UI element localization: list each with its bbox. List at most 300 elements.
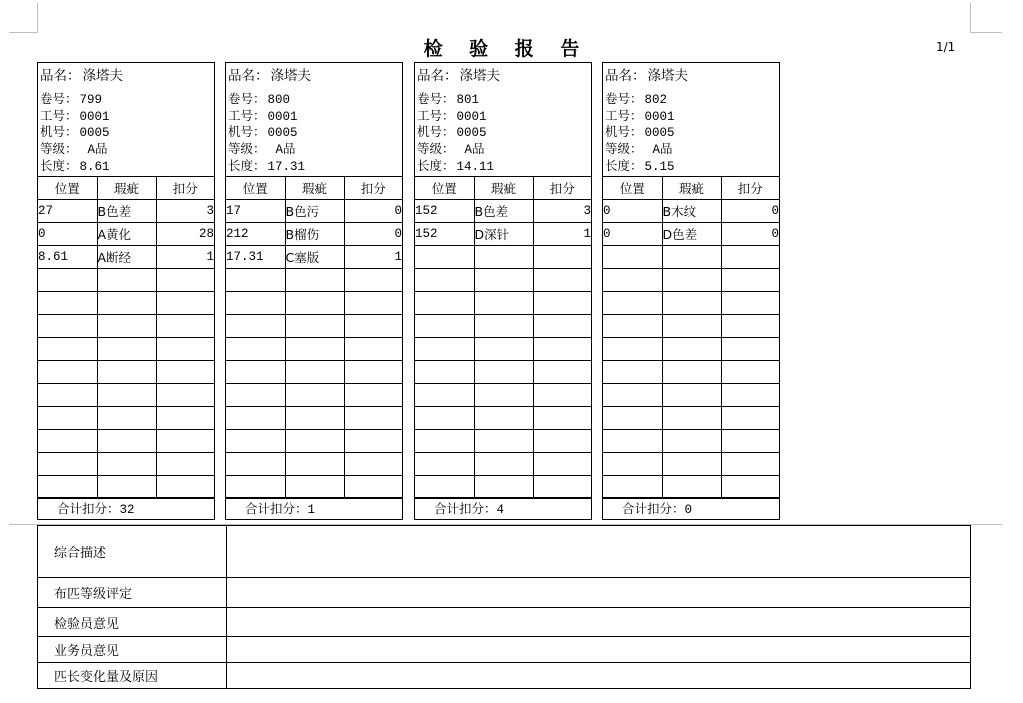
table-row <box>38 453 214 476</box>
points-cell <box>721 476 779 499</box>
summary-label: 业务员意见 <box>38 637 227 663</box>
product-name-label: 品名： <box>417 68 458 84</box>
points-cell <box>721 361 779 384</box>
length-label: 长度： <box>605 158 643 173</box>
worker-number-row <box>228 108 298 125</box>
points-cell <box>344 361 402 384</box>
total-deduction <box>226 497 402 519</box>
points-cell <box>156 453 214 476</box>
table-row <box>38 384 214 407</box>
roll-number-value: 799 <box>79 93 103 107</box>
worker-number-row <box>40 108 110 125</box>
position-cell <box>226 292 285 315</box>
worker-number-value: 0001 <box>79 110 110 124</box>
table-row <box>226 315 402 338</box>
product-name-label: 品名： <box>228 68 269 84</box>
product-name-row <box>417 68 500 84</box>
flaw-cell <box>97 292 156 315</box>
position-cell <box>38 476 97 499</box>
flaw-cell <box>285 476 344 499</box>
product-name-label: 品名： <box>605 68 646 84</box>
table-row <box>415 384 591 407</box>
flaw-cell <box>97 315 156 338</box>
worker-number-row <box>605 108 675 125</box>
summary-value <box>227 663 971 689</box>
grade-label: 等级： <box>40 141 78 156</box>
flaw-cell <box>474 292 533 315</box>
flaw-cell <box>662 338 721 361</box>
position-cell <box>38 338 97 361</box>
position-cell: 212 <box>226 223 285 246</box>
position-cell <box>226 384 285 407</box>
position-cell <box>226 338 285 361</box>
table-row <box>415 430 591 453</box>
points-cell <box>344 315 402 338</box>
flaw-cell <box>285 315 344 338</box>
table-row <box>226 292 402 315</box>
defect-header-row <box>38 177 214 200</box>
flaw-cell <box>97 384 156 407</box>
flaw-cell <box>474 315 533 338</box>
flaw-cell: D深针 <box>474 223 533 246</box>
flaw-cell <box>97 361 156 384</box>
length-value: 17.31 <box>267 160 306 174</box>
flaw-cell <box>662 246 721 269</box>
points-cell <box>721 246 779 269</box>
position-cell <box>38 315 97 338</box>
worker-number-label: 工号： <box>40 108 78 123</box>
table-row <box>226 338 402 361</box>
roll-number-label: 卷号： <box>605 91 643 106</box>
flaw-cell <box>662 476 721 499</box>
position-cell <box>415 430 474 453</box>
summary-label: 匹长变化量及原因 <box>38 663 227 689</box>
table-row <box>603 453 779 476</box>
grade-label: 等级： <box>228 141 266 156</box>
worker-number-label: 工号： <box>605 108 643 123</box>
total-label: 合计扣分： <box>245 501 308 516</box>
length-value: 5.15 <box>644 160 675 174</box>
col-flaw-header: 瑕疵 <box>97 177 156 200</box>
table-row <box>603 246 779 269</box>
position-cell <box>38 292 97 315</box>
position-cell <box>603 338 662 361</box>
points-cell: 1 <box>533 223 591 246</box>
table-row <box>38 269 214 292</box>
position-cell <box>603 315 662 338</box>
grade-label: 等级： <box>417 141 455 156</box>
length-label: 长度： <box>228 158 266 173</box>
crop-mark <box>9 32 38 33</box>
points-cell: 0 <box>721 223 779 246</box>
col-position-header: 位置 <box>226 177 285 200</box>
summary-value <box>227 526 971 578</box>
position-cell <box>415 407 474 430</box>
product-name-row <box>40 68 123 84</box>
position-cell <box>603 361 662 384</box>
flaw-cell: B色差 <box>474 200 533 223</box>
total-deduction <box>603 497 779 519</box>
table-row <box>603 476 779 499</box>
flaw-cell <box>474 476 533 499</box>
flaw-cell <box>662 361 721 384</box>
summary-row <box>38 608 971 637</box>
points-cell: 0 <box>344 200 402 223</box>
table-row <box>38 246 214 269</box>
summary-value <box>227 637 971 663</box>
points-cell <box>344 338 402 361</box>
table-row <box>38 407 214 430</box>
col-points-header: 扣分 <box>156 177 214 200</box>
flaw-cell <box>97 407 156 430</box>
position-cell <box>226 361 285 384</box>
grade-label: 等级： <box>605 141 643 156</box>
position-cell <box>415 338 474 361</box>
flaw-cell <box>662 430 721 453</box>
machine-number-value: 0005 <box>267 126 298 140</box>
table-row <box>226 430 402 453</box>
table-row <box>415 200 591 223</box>
table-row <box>415 361 591 384</box>
total-deduction <box>38 497 214 519</box>
table-row <box>603 338 779 361</box>
table-row <box>226 200 402 223</box>
table-row <box>415 338 591 361</box>
length-value: 14.11 <box>456 160 495 174</box>
points-cell <box>156 430 214 453</box>
roll-number-label: 卷号： <box>40 91 78 106</box>
grade-value: A品 <box>652 143 673 157</box>
roll-number-label: 卷号： <box>417 91 455 106</box>
worker-number-value: 0001 <box>644 110 675 124</box>
grade-value: A品 <box>275 143 296 157</box>
position-cell <box>226 407 285 430</box>
position-cell <box>603 430 662 453</box>
table-row <box>415 407 591 430</box>
defect-table <box>415 176 591 499</box>
machine-number-label: 机号： <box>228 124 266 139</box>
position-cell: 152 <box>415 223 474 246</box>
points-cell <box>721 407 779 430</box>
position-cell <box>415 315 474 338</box>
flaw-cell <box>285 338 344 361</box>
points-cell <box>156 338 214 361</box>
position-cell <box>603 246 662 269</box>
table-row <box>603 361 779 384</box>
position-cell <box>38 384 97 407</box>
table-row <box>603 200 779 223</box>
grade-row <box>417 141 485 158</box>
inspection-card <box>602 62 780 520</box>
points-cell <box>533 430 591 453</box>
position-cell <box>226 476 285 499</box>
points-cell <box>533 269 591 292</box>
points-cell <box>156 315 214 338</box>
flaw-cell <box>662 269 721 292</box>
position-cell <box>415 246 474 269</box>
points-cell <box>344 407 402 430</box>
table-row <box>226 361 402 384</box>
col-position-header: 位置 <box>38 177 97 200</box>
table-row <box>38 292 214 315</box>
points-cell: 28 <box>156 223 214 246</box>
product-name-value: 涤塔夫 <box>82 68 123 84</box>
table-row <box>415 476 591 499</box>
card-info <box>38 63 214 176</box>
position-cell: 27 <box>38 200 97 223</box>
machine-number-label: 机号： <box>417 124 455 139</box>
table-row <box>38 315 214 338</box>
table-row <box>603 223 779 246</box>
total-label: 合计扣分： <box>434 501 497 516</box>
points-cell <box>721 430 779 453</box>
summary-label: 综合描述 <box>38 526 227 578</box>
roll-number-row <box>228 91 290 108</box>
flaw-cell <box>474 269 533 292</box>
flaw-cell <box>97 338 156 361</box>
total-value: 0 <box>684 503 693 517</box>
table-row <box>603 407 779 430</box>
flaw-cell: C塞版 <box>285 246 344 269</box>
table-row <box>226 246 402 269</box>
worker-number-value: 0001 <box>267 110 298 124</box>
points-cell: 3 <box>156 200 214 223</box>
table-row <box>38 200 214 223</box>
table-row <box>38 223 214 246</box>
flaw-cell <box>97 269 156 292</box>
machine-number-label: 机号： <box>40 124 78 139</box>
defect-header-row <box>603 177 779 200</box>
length-row <box>228 158 305 175</box>
flaw-cell <box>97 476 156 499</box>
table-row <box>226 384 402 407</box>
position-cell <box>603 453 662 476</box>
machine-number-value: 0005 <box>456 126 487 140</box>
position-cell <box>415 361 474 384</box>
position-cell: 0 <box>603 200 662 223</box>
summary-table <box>37 525 971 689</box>
table-row <box>415 453 591 476</box>
points-cell <box>721 453 779 476</box>
summary-label: 布匹等级评定 <box>38 578 227 608</box>
points-cell: 0 <box>344 223 402 246</box>
machine-number-row <box>605 124 675 141</box>
summary-row <box>38 526 971 578</box>
flaw-cell: B色污 <box>285 200 344 223</box>
position-cell <box>226 269 285 292</box>
length-value: 8.61 <box>79 160 110 174</box>
total-label: 合计扣分： <box>622 501 685 516</box>
points-cell <box>156 292 214 315</box>
position-cell <box>226 453 285 476</box>
position-cell <box>603 269 662 292</box>
position-cell <box>603 407 662 430</box>
table-row <box>415 269 591 292</box>
col-position-header: 位置 <box>603 177 662 200</box>
points-cell <box>533 292 591 315</box>
position-cell <box>415 292 474 315</box>
flaw-cell <box>474 453 533 476</box>
position-cell <box>603 476 662 499</box>
flaw-cell <box>662 292 721 315</box>
total-value: 4 <box>496 503 505 517</box>
roll-number-label: 卷号： <box>228 91 266 106</box>
points-cell: 3 <box>533 200 591 223</box>
position-cell <box>226 430 285 453</box>
defect-table <box>38 176 214 499</box>
total-deduction <box>415 497 591 519</box>
table-row <box>415 292 591 315</box>
machine-number-row <box>228 124 298 141</box>
card-info <box>415 63 591 176</box>
summary-row <box>38 663 971 689</box>
points-cell <box>721 315 779 338</box>
position-cell: 0 <box>603 223 662 246</box>
position-cell <box>38 430 97 453</box>
roll-number-row <box>40 91 102 108</box>
col-flaw-header: 瑕疵 <box>474 177 533 200</box>
total-value: 32 <box>119 503 135 517</box>
position-cell <box>38 453 97 476</box>
points-cell <box>533 315 591 338</box>
points-cell <box>344 476 402 499</box>
points-cell <box>721 269 779 292</box>
length-label: 长度： <box>417 158 455 173</box>
table-row <box>226 453 402 476</box>
points-cell: 1 <box>344 246 402 269</box>
flaw-cell <box>474 430 533 453</box>
total-value: 1 <box>307 503 316 517</box>
points-cell <box>533 407 591 430</box>
position-cell: 17 <box>226 200 285 223</box>
position-cell: 17.31 <box>226 246 285 269</box>
machine-number-row <box>40 124 110 141</box>
points-cell <box>721 338 779 361</box>
crop-mark <box>37 3 38 33</box>
roll-number-value: 802 <box>644 93 668 107</box>
points-cell <box>344 453 402 476</box>
flaw-cell <box>662 384 721 407</box>
flaw-cell: A断经 <box>97 246 156 269</box>
flaw-cell <box>285 453 344 476</box>
product-name-value: 涤塔夫 <box>647 68 688 84</box>
roll-number-value: 800 <box>267 93 291 107</box>
table-row <box>603 315 779 338</box>
table-row <box>226 223 402 246</box>
table-row <box>226 407 402 430</box>
col-points-header: 扣分 <box>721 177 779 200</box>
col-flaw-header: 瑕疵 <box>285 177 344 200</box>
summary-row <box>38 637 971 663</box>
points-cell <box>721 384 779 407</box>
flaw-cell: B色差 <box>97 200 156 223</box>
defect-table <box>603 176 779 499</box>
points-cell <box>156 269 214 292</box>
position-cell <box>38 407 97 430</box>
flaw-cell <box>285 407 344 430</box>
col-points-header: 扣分 <box>533 177 591 200</box>
points-cell <box>533 384 591 407</box>
col-flaw-header: 瑕疵 <box>662 177 721 200</box>
flaw-cell <box>474 361 533 384</box>
points-cell <box>156 407 214 430</box>
flaw-cell <box>285 430 344 453</box>
flaw-cell <box>285 269 344 292</box>
points-cell <box>344 292 402 315</box>
worker-number-label: 工号： <box>228 108 266 123</box>
flaw-cell <box>285 292 344 315</box>
length-row <box>417 158 494 175</box>
inspection-card <box>414 62 592 520</box>
length-row <box>605 158 675 175</box>
flaw-cell: D色差 <box>662 223 721 246</box>
roll-number-value: 801 <box>456 93 480 107</box>
product-name-value: 涤塔夫 <box>459 68 500 84</box>
product-name-row <box>228 68 311 84</box>
table-row <box>603 292 779 315</box>
points-cell <box>156 361 214 384</box>
grade-row <box>40 141 108 158</box>
machine-number-value: 0005 <box>644 126 675 140</box>
roll-number-row <box>417 91 479 108</box>
table-row <box>415 315 591 338</box>
machine-number-label: 机号： <box>605 124 643 139</box>
product-name-value: 涤塔夫 <box>270 68 311 84</box>
worker-number-label: 工号： <box>417 108 455 123</box>
position-cell: 0 <box>38 223 97 246</box>
grade-value: A品 <box>464 143 485 157</box>
table-row <box>38 476 214 499</box>
defect-header-row <box>226 177 402 200</box>
table-row <box>603 269 779 292</box>
flaw-cell <box>97 430 156 453</box>
card-info <box>226 63 402 176</box>
points-cell <box>721 292 779 315</box>
points-cell <box>533 453 591 476</box>
flaw-cell: B木纹 <box>662 200 721 223</box>
worker-number-row <box>417 108 487 125</box>
points-cell: 0 <box>721 200 779 223</box>
machine-number-value: 0005 <box>79 126 110 140</box>
report-title: 检 验 报 告 <box>423 38 590 60</box>
points-cell <box>533 476 591 499</box>
table-row <box>38 338 214 361</box>
summary-label: 检验员意见 <box>38 608 227 637</box>
points-cell <box>156 384 214 407</box>
summary-value <box>227 578 971 608</box>
page-indicator: 1/1 <box>936 40 956 54</box>
position-cell <box>38 361 97 384</box>
flaw-cell <box>474 407 533 430</box>
table-row <box>603 430 779 453</box>
position-cell <box>226 315 285 338</box>
length-label: 长度： <box>40 158 78 173</box>
flaw-cell <box>474 338 533 361</box>
points-cell: 1 <box>156 246 214 269</box>
table-row <box>415 223 591 246</box>
points-cell <box>156 476 214 499</box>
position-cell <box>603 384 662 407</box>
inspection-card <box>225 62 403 520</box>
points-cell <box>344 430 402 453</box>
position-cell: 8.61 <box>38 246 97 269</box>
table-row <box>38 430 214 453</box>
position-cell <box>415 476 474 499</box>
grade-value: A品 <box>87 143 108 157</box>
flaw-cell <box>285 361 344 384</box>
table-row <box>226 269 402 292</box>
flaw-cell <box>97 453 156 476</box>
